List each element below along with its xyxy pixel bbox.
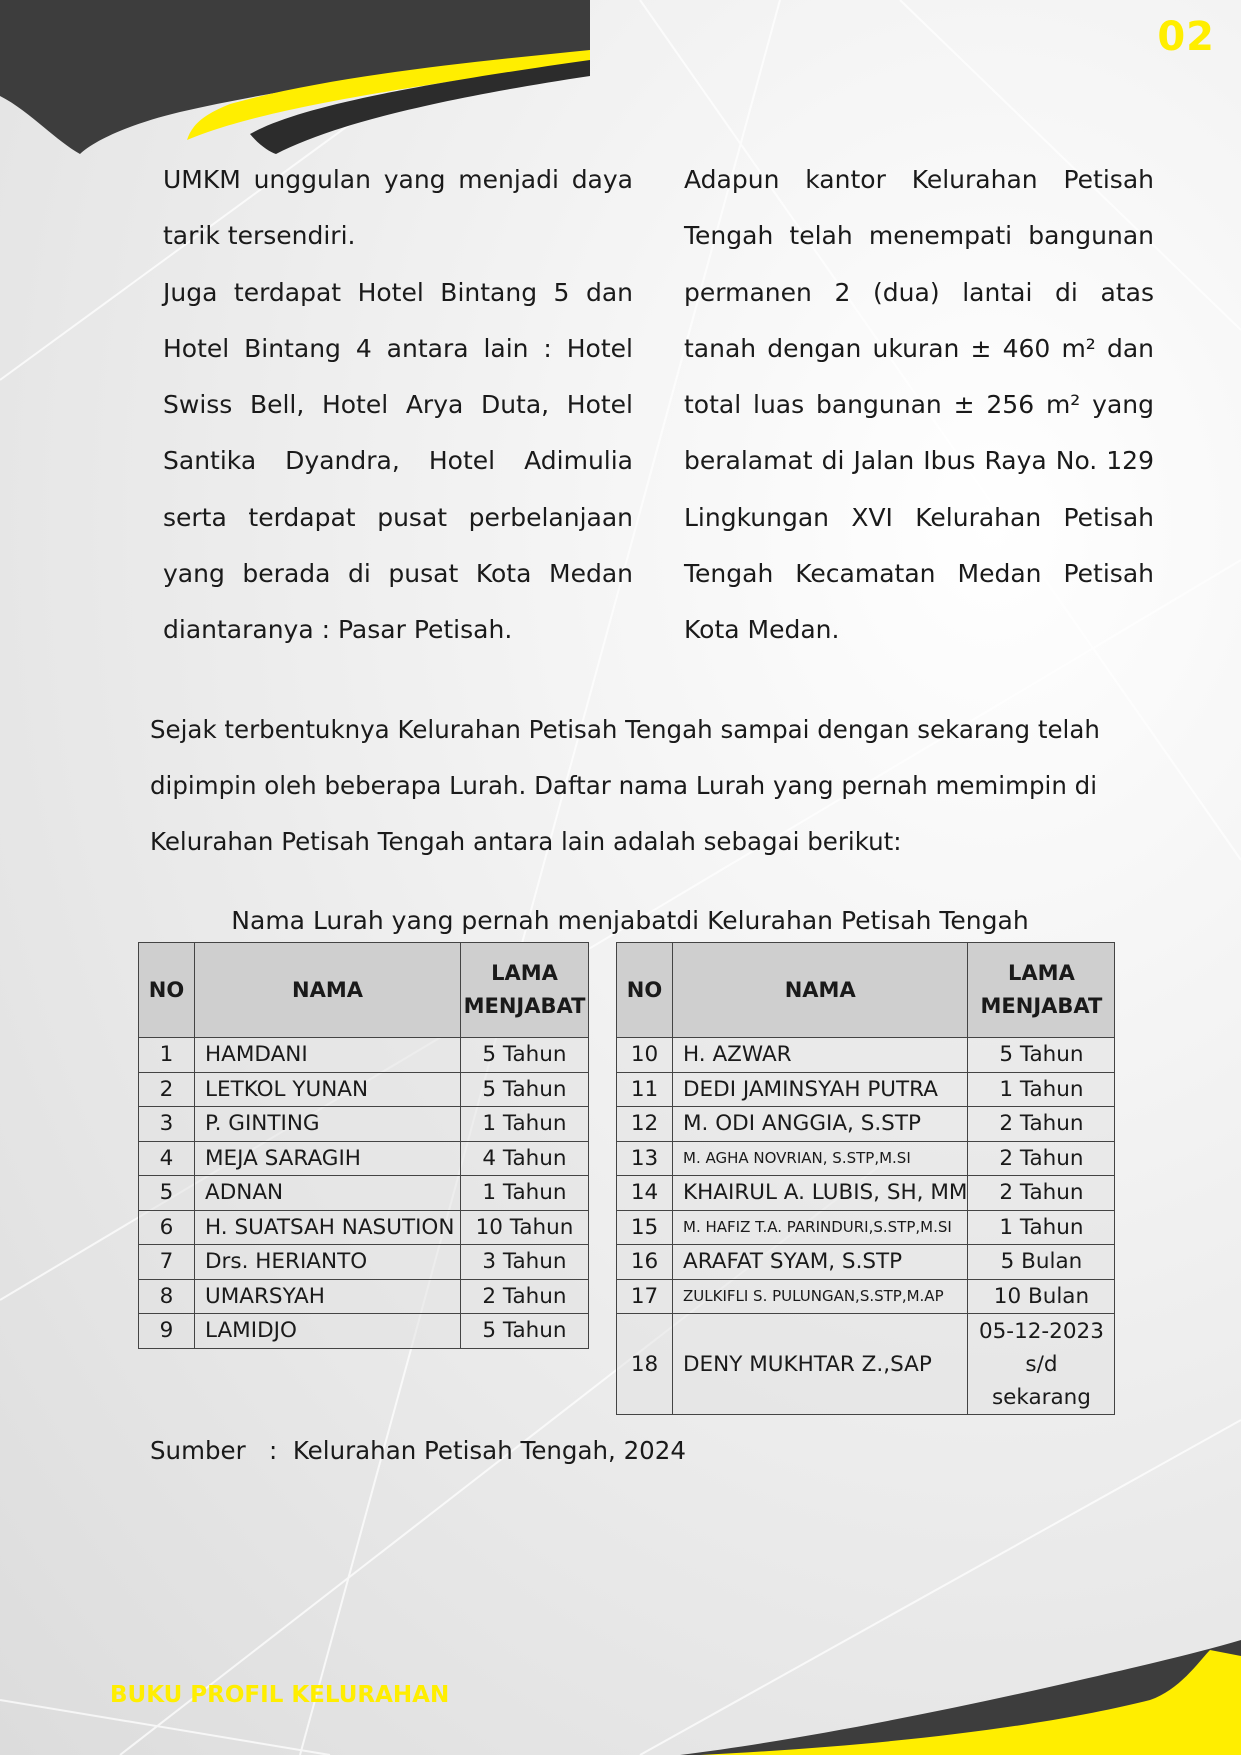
cell-no: 4	[139, 1141, 195, 1176]
table-row	[617, 1314, 1115, 1415]
cell-no: 1	[139, 1038, 195, 1073]
header-lama-line: MENJABAT	[980, 994, 1103, 1018]
header-lama-line: LAMA	[491, 961, 558, 985]
table-row	[617, 1072, 1115, 1107]
cell-no: 6	[139, 1210, 195, 1245]
cell-nama: LAMIDJO	[195, 1314, 461, 1349]
cell-lama-menjabat: 2 Tahun	[968, 1176, 1115, 1211]
header-nama: NAMA	[673, 943, 968, 1038]
header-nama: NAMA	[195, 943, 461, 1038]
cell-lama-menjabat: 10 Tahun	[461, 1210, 589, 1245]
table-row	[139, 1038, 589, 1073]
top-left-swoosh	[0, 0, 590, 154]
cell-no: 12	[617, 1107, 673, 1142]
cell-lama-menjabat: 4 Tahun	[461, 1141, 589, 1176]
table-row	[617, 1279, 1115, 1314]
header-lama-line: MENJABAT	[463, 994, 586, 1018]
bottom-right-swoosh	[680, 1640, 1241, 1755]
cell-lama-menjabat: 3 Tahun	[461, 1245, 589, 1280]
table-row	[139, 1141, 589, 1176]
cell-lama-menjabat: 2 Tahun	[968, 1141, 1115, 1176]
table-row	[617, 1038, 1115, 1073]
cell-nama: M. HAFIZ T.A. PARINDURI,S.STP,M.SI	[673, 1210, 968, 1245]
cell-lama-menjabat: 5 Tahun	[968, 1038, 1115, 1073]
cell-lama-menjabat: 1 Tahun	[968, 1210, 1115, 1245]
cell-nama: ZULKIFLI S. PULUNGAN,S.STP,M.AP	[673, 1279, 968, 1314]
cell-no: 5	[139, 1176, 195, 1211]
paragraph: Juga terdapat Hotel Bintang 5 dan Hotel Bintang 4 antara lain : Hotel Swiss Bell, Hotel Arya Duta, Hotel Santika Dyandra, Hotel Adimulia serta terdapat pusat perbelanjaan yang berada di pusat Kota Medan diantaranya : Pasar Petisah.	[163, 277, 633, 645]
lama-line: sekarang	[991, 1384, 1091, 1410]
table-row	[139, 1210, 589, 1245]
cell-nama: H. AZWAR	[673, 1038, 968, 1073]
table-row	[617, 1107, 1115, 1142]
table-row	[139, 1279, 589, 1314]
cell-lama-menjabat: 1 Tahun	[461, 1176, 589, 1211]
cell-lama-menjabat: 5 Tahun	[461, 1072, 589, 1107]
cell-no: 16	[617, 1245, 673, 1280]
table-row	[139, 1314, 589, 1349]
lama-line: s/d	[1025, 1351, 1058, 1377]
cell-lama-menjabat: 2 Tahun	[461, 1279, 589, 1314]
table-header-row	[139, 943, 589, 1038]
header-no: NO	[617, 943, 673, 1038]
table-row	[617, 1141, 1115, 1176]
cell-no: 13	[617, 1141, 673, 1176]
cell-no: 14	[617, 1176, 673, 1211]
cell-no: 9	[139, 1314, 195, 1349]
table-row	[139, 1245, 589, 1280]
page-number: 02	[1157, 14, 1215, 60]
cell-nama: M. AGHA NOVRIAN, S.STP,M.SI	[673, 1141, 968, 1176]
cell-no: 17	[617, 1279, 673, 1314]
cell-nama: KHAIRUL A. LUBIS, SH, MM	[673, 1176, 968, 1211]
cell-nama: DEDI JAMINSYAH PUTRA	[673, 1072, 968, 1107]
cell-no: 8	[139, 1279, 195, 1314]
cell-nama: P. GINTING	[195, 1107, 461, 1142]
footer-title: BUKU PROFIL KELURAHAN	[110, 1682, 450, 1708]
table-row	[139, 1072, 589, 1107]
lurah-table-left	[138, 942, 589, 1349]
intro-paragraph: Sejak terbentuknya Kelurahan Petisah Tengah sampai dengan sekarang telah dipimpin oleh beberapa Lurah. Daftar nama Lurah yang pernah memimpin di Kelurahan Petisah Tengah antara lain adalah sebagai berikut:	[150, 715, 1100, 856]
cell-nama: LETKOL YUNAN	[195, 1072, 461, 1107]
cell-lama-menjabat: 5 Bulan	[968, 1245, 1115, 1280]
cell-no: 15	[617, 1210, 673, 1245]
cell-lama-menjabat: 5 Tahun	[461, 1038, 589, 1073]
cell-nama: M. ODI ANGGIA, S.STP	[673, 1107, 968, 1142]
table-row	[139, 1176, 589, 1211]
table-header-row	[617, 943, 1115, 1038]
lurah-table-right	[616, 942, 1115, 1415]
header-lama-line: LAMA	[1008, 961, 1075, 985]
cell-nama: UMARSYAH	[195, 1279, 461, 1314]
cell-nama: H. SUATSAH NASUTION	[195, 1210, 461, 1245]
source-note: Sumber : Kelurahan Petisah Tengah, 2024	[150, 1436, 686, 1465]
header-no: NO	[139, 943, 195, 1038]
cell-no: 10	[617, 1038, 673, 1073]
cell-nama: ARAFAT SYAM, S.STP	[673, 1245, 968, 1280]
table-row	[617, 1210, 1115, 1245]
cell-no: 2	[139, 1072, 195, 1107]
table-row	[617, 1176, 1115, 1211]
text-column-right	[684, 152, 1154, 659]
cell-no: 3	[139, 1107, 195, 1142]
cell-no: 18	[617, 1314, 673, 1415]
cell-nama: HAMDANI	[195, 1038, 461, 1073]
header-lama-menjabat	[968, 943, 1115, 1038]
lama-line: 05-12-2023	[978, 1318, 1104, 1344]
table-row	[139, 1107, 589, 1142]
cell-no: 11	[617, 1072, 673, 1107]
paragraph: UMKM unggulan yang menjadi daya tarik tersendiri.	[163, 165, 633, 251]
cell-no: 7	[139, 1245, 195, 1280]
cell-nama: DENY MUKHTAR Z.,SAP	[673, 1314, 968, 1415]
cell-lama-menjabat	[968, 1314, 1115, 1415]
table-caption: Nama Lurah yang pernah menjabatdi Kelurahan Petisah Tengah	[231, 906, 1029, 935]
text-column-left	[163, 152, 633, 659]
header-lama-menjabat	[461, 943, 589, 1038]
cell-lama-menjabat: 2 Tahun	[968, 1107, 1115, 1142]
cell-lama-menjabat: 1 Tahun	[968, 1072, 1115, 1107]
cell-nama: MEJA SARAGIH	[195, 1141, 461, 1176]
paragraph: Adapun kantor Kelurahan Petisah Tengah telah menempati bangunan permanen 2 (dua) lantai di atas tanah dengan ukuran ± 460 m² dan total luas bangunan ± 256 m² yang beralamat di Jalan Ibus Raya No. 129 Lingkungan XVI Kelurahan Petisah Tengah Kecamatan Medan Petisah Kota Medan.	[684, 165, 1154, 645]
table-row	[617, 1245, 1115, 1280]
cell-nama: ADNAN	[195, 1176, 461, 1211]
cell-lama-menjabat: 10 Bulan	[968, 1279, 1115, 1314]
cell-nama: Drs. HERIANTO	[195, 1245, 461, 1280]
cell-lama-menjabat: 1 Tahun	[461, 1107, 589, 1142]
cell-lama-menjabat: 5 Tahun	[461, 1314, 589, 1349]
